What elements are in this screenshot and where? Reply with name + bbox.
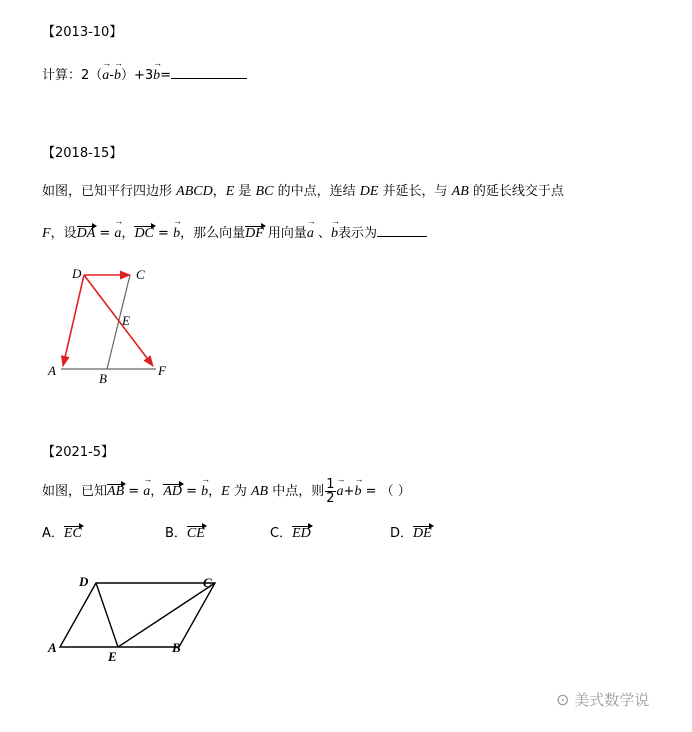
text: ， <box>150 484 164 499</box>
var-e: E <box>221 484 230 499</box>
label-a: A <box>48 363 56 378</box>
text: + <box>343 484 355 499</box>
label-c: C <box>203 575 212 590</box>
label-f: F <box>158 363 166 378</box>
text: = <box>153 226 174 241</box>
option-vector: DE <box>413 526 432 541</box>
option-letter: A． <box>42 526 64 541</box>
text: = <box>124 484 144 499</box>
q1-prompt: 计算：2（ <box>42 68 103 83</box>
label-d: D <box>79 574 89 589</box>
text: ， <box>212 184 226 199</box>
option-vector: CE <box>186 526 205 541</box>
vector-da-arrow <box>63 275 84 366</box>
q3-line1 <box>42 474 411 506</box>
vector-dc: DC <box>134 226 154 241</box>
label-d: D <box>72 266 82 281</box>
text: 表示为 <box>338 226 378 241</box>
text: 如图，已知 <box>42 484 108 499</box>
option-c[interactable] <box>270 522 311 542</box>
vector-ab: AB <box>107 484 125 499</box>
label-b: B <box>99 371 107 386</box>
label-a: A <box>48 640 57 655</box>
text: 是 <box>234 184 256 199</box>
option-vector: EC <box>63 526 82 541</box>
option-d[interactable] <box>390 522 432 542</box>
q1-minus: - <box>109 68 114 83</box>
var-ab: AB <box>251 484 269 499</box>
option-letter: B． <box>165 526 187 541</box>
text: 中点，则 <box>268 484 325 499</box>
q2-line1 <box>42 180 564 200</box>
segment-de <box>96 583 118 647</box>
q2-line2 <box>42 216 427 242</box>
watermark <box>556 689 649 710</box>
text: = <box>95 226 115 241</box>
option-letter: D． <box>390 526 414 541</box>
parallelogram-abcd <box>60 583 215 647</box>
text: 、 <box>313 226 332 241</box>
vec-b: → b <box>173 216 183 241</box>
vector-ad: AD <box>163 484 182 499</box>
q1-equals: = <box>160 68 172 83</box>
vec-a: → a <box>306 216 316 241</box>
vec-b: → b <box>153 58 163 83</box>
q2-figure <box>40 262 190 388</box>
var-de: DE <box>359 184 379 199</box>
var-abcd: ABCD <box>176 184 213 199</box>
option-a[interactable] <box>42 522 82 542</box>
text: 用向量 <box>263 226 307 241</box>
segment-ec <box>118 583 215 647</box>
answer-blank <box>171 78 247 79</box>
option-b[interactable] <box>165 522 205 542</box>
q1-tag: 【2013-10】 <box>42 25 123 40</box>
vec-b: → b <box>331 216 341 241</box>
text: = （ ） <box>361 484 411 499</box>
q3-tag: 【2021-5】 <box>42 445 115 460</box>
var-bc: BC <box>255 184 274 199</box>
watermark-text: 美式数学说 <box>574 691 650 709</box>
var-e: E <box>225 184 235 199</box>
text: = <box>181 484 202 499</box>
vec-a: → a <box>336 474 346 499</box>
text: ，设 <box>50 226 77 241</box>
var-ab: AB <box>451 184 469 199</box>
text: 为 <box>229 484 251 499</box>
vector-df: DF <box>245 226 264 241</box>
text: 如图，已知平行四边形 <box>42 184 177 199</box>
text: 的中点，连结 <box>273 184 360 199</box>
option-vector: ED <box>292 526 311 541</box>
text: 并延长，与 <box>378 184 452 199</box>
vec-b: → b <box>354 474 364 499</box>
q1-line <box>42 58 247 84</box>
text: ，那么向量 <box>180 226 246 241</box>
label-c: C <box>136 267 145 282</box>
label-e: E <box>122 313 130 328</box>
answer-blank <box>377 236 427 237</box>
vec-a: → a <box>143 474 153 499</box>
vec-a: → a <box>114 216 124 241</box>
text: ， <box>208 484 222 499</box>
vec-b: → b <box>113 58 123 83</box>
fraction-half: $\frac{1}{2}$ <box>326 477 335 506</box>
q3-figure <box>40 568 230 664</box>
label-b: B <box>172 640 181 655</box>
wechat-icon: ⊙ <box>556 690 570 709</box>
vec-b: → b <box>201 474 211 499</box>
text: ， <box>121 226 135 241</box>
var-f: F <box>42 226 51 241</box>
vec-a: → a <box>102 58 112 83</box>
label-e: E <box>108 649 117 664</box>
vector-da: DA <box>76 226 96 241</box>
option-letter: C． <box>270 526 293 541</box>
q2-tag: 【2018-15】 <box>42 146 123 161</box>
q1-close: ）+3 <box>120 68 154 83</box>
text: 的延长线交于点 <box>468 184 564 199</box>
vector-df-arrow <box>84 275 153 366</box>
